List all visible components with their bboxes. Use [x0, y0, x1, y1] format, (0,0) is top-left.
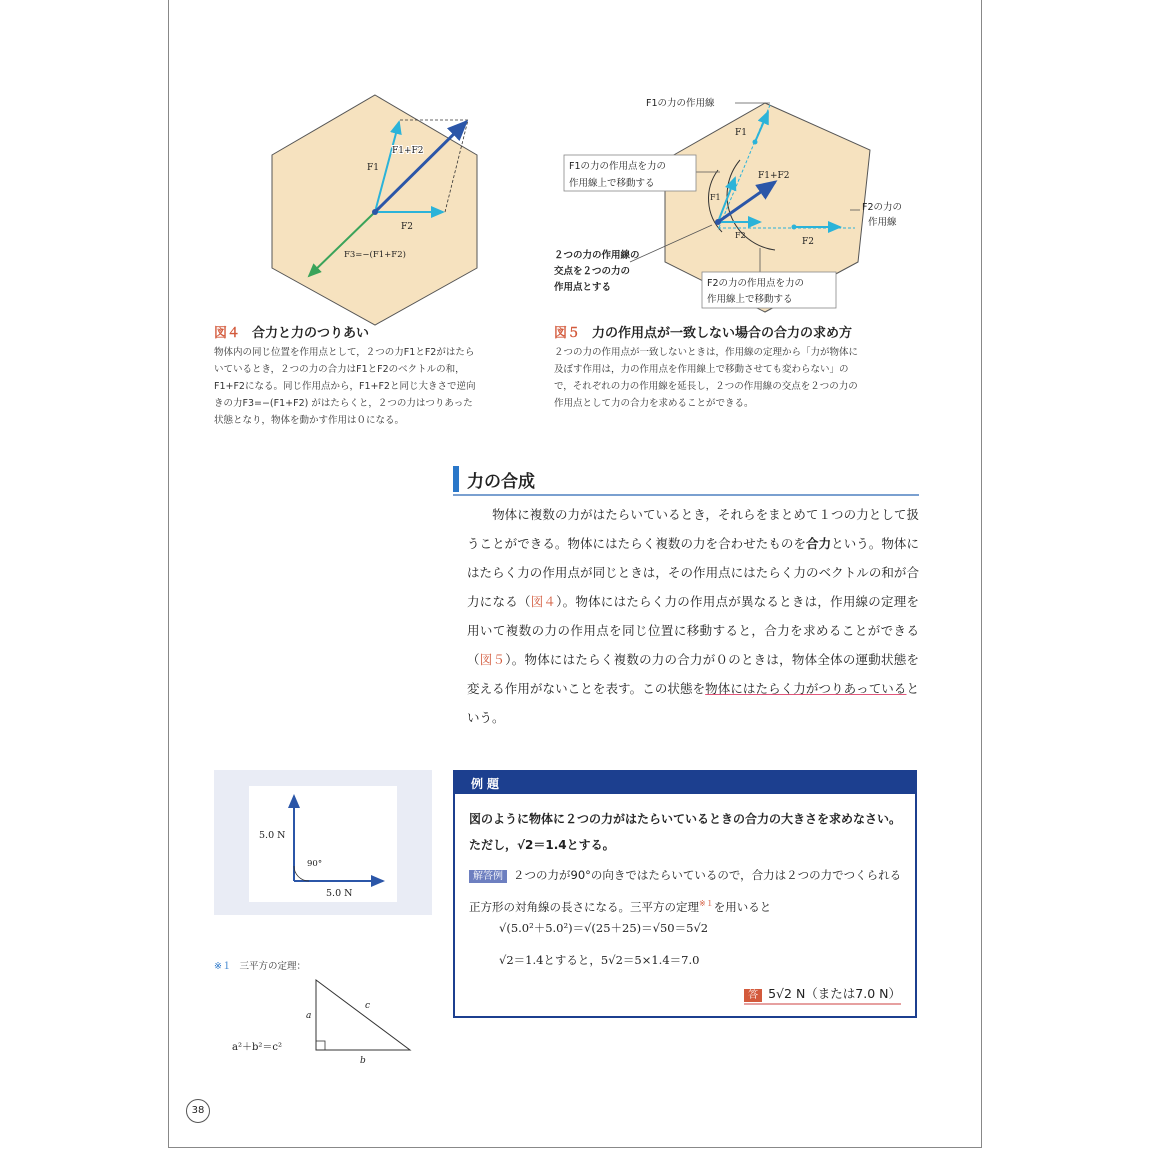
fig4-caption-line: いているとき，２つの力の合力はF1とF2のベクトルの和， — [214, 364, 465, 375]
solution-tag: 解答例 — [469, 870, 507, 883]
example-header-label: 例題 — [471, 777, 504, 791]
note-side-b: b — [360, 1056, 366, 1066]
fig4-caption-line: 状態となり，物体を動かす作用は０になる。 — [214, 415, 405, 426]
fig5-callout-int-b: 交点を２つの力の — [554, 266, 631, 277]
example-question: 図のように物体に２つの力がはたらいているときの合力の大きさを求めなさい。ただし，√2＝1.4とする。 — [469, 812, 902, 852]
fig5-label-f2: F2 — [802, 237, 814, 247]
section-heading-bar — [453, 466, 459, 492]
fig4-caption-line: F1+F2になる。同じ作用点から，F1+F2と同じ大きさで逆向 — [214, 381, 476, 392]
fig5-caption-line: 作用点として力の合力を求めることができる。 — [554, 398, 754, 409]
fig4-label-sum: F1+F2 — [392, 146, 424, 156]
fig4-caption-title — [214, 322, 369, 341]
fig4-caption-text — [214, 344, 524, 429]
example-answer — [744, 984, 901, 1005]
body-part-5: という。 — [467, 681, 919, 725]
solution-footnote-ref[interactable]: ※１ — [699, 899, 714, 908]
fig5-caption-title — [554, 322, 852, 341]
fig4-label-f2: F2 — [401, 222, 413, 232]
fig5-caption-line: 及ぼす作用は，力の作用点を作用線上で移動させても変わらない」の — [554, 364, 849, 375]
body-part-4: ）。物体にはたらく複数の力の合力が０のときは，物体全体の運動状態を変える作用がないことを表す。この状態を — [467, 652, 919, 696]
fig5-label-f1: F1 — [735, 128, 747, 138]
fig5-callout-int-c: 作用点とする — [554, 282, 612, 293]
example-solution — [469, 862, 905, 921]
solution-text-end: を用いると — [713, 899, 772, 914]
answer-tag: 答 — [744, 989, 762, 1002]
note-side-a: a — [306, 1011, 312, 1021]
note-formula: a²＋b²＝c² — [232, 1042, 282, 1053]
fig4-title: 合力と力のつりあい — [252, 326, 370, 341]
fig5-caption-line: で，それぞれの力の作用線を延長し，２つの作用線の交点を２つの力の — [554, 381, 858, 392]
fig5-number: 図５ — [554, 326, 581, 341]
fig5-label-f1-small: F1 — [710, 193, 721, 202]
solution-text: ２つの力が90°の向きではたらいているので，合力は２つの力でつくられる正方形の対角線の長さになる。三平方の定理 — [469, 868, 902, 914]
footnote-mark: ※１ — [214, 961, 232, 972]
solution-equation-1: √(5.0²＋5.0²)＝√(25＋25)＝√50＝5√2 — [499, 921, 709, 935]
fig4-caption-line: 物体内の同じ位置を作用点として，２つの力F1とF2がはたら — [214, 347, 475, 358]
example-figure-panel — [249, 786, 397, 902]
fig5-label-sum: F1+F2 — [758, 171, 790, 181]
fig4-caption-line: きの力F3=−(F1+F2) がはたらくと，２つの力はつりあった — [214, 398, 473, 409]
fig5-callout-line2b: 作用線 — [868, 217, 897, 228]
example-box — [453, 770, 917, 1018]
body-part-3: ）。物体にはたらく力の作用点が異なるときは，作用線の定理を用いて複数の力の作用点を同じ位置に移動すると，合力を求めることができる（ — [467, 594, 919, 667]
fig5-label-f2-small: F2 — [735, 231, 746, 240]
fig4-label-f1: F1 — [367, 163, 379, 173]
section-body — [467, 500, 919, 732]
ref-fig5[interactable]: 図５ — [479, 652, 506, 667]
answer-text: 5√2 N（または7.0 N） — [768, 986, 901, 1001]
example-label-horizontal: 5.0 N — [326, 888, 353, 899]
fig4-label-f3: F3=−(F1+F2) — [344, 250, 406, 260]
example-label-vertical: 5.0 N — [259, 830, 286, 841]
ref-fig4[interactable]: 図４ — [530, 594, 557, 609]
section-heading — [453, 464, 919, 496]
fig5-caption-line: ２つの力の作用点が一致しないときは，作用線の定理から「力が物体に — [554, 347, 859, 358]
body-part-2: という。物体にはたらく力の作用点が同じときは，その作用点にはたらく力のベクトルの和が合力になる（ — [467, 536, 919, 609]
fig5-callout-line1: F1の力の作用線 — [646, 98, 715, 109]
note-side-c: c — [365, 1001, 371, 1011]
keyword-gouryoku: 合力 — [806, 536, 832, 551]
page-number: 38 — [186, 1099, 210, 1123]
footnote-text: 三平方の定理： — [239, 961, 306, 972]
example-label-angle: 90° — [307, 859, 323, 869]
fig5-callout-move1a: F1の力の作用点を力の — [569, 161, 667, 172]
fig5-callout-move1b: 作用線上で移動する — [569, 178, 655, 189]
solution-equation-2: √2＝1.4とすると，5√2＝5×1.4＝7.0 — [499, 953, 700, 967]
fig5-title: 力の作用点が一致しない場合の合力の求め方 — [592, 326, 853, 341]
fig4-number: 図４ — [214, 326, 241, 341]
example-header — [455, 772, 915, 794]
fig5-callout-line2a: F2の力の — [862, 202, 903, 213]
fig5-caption-text — [554, 344, 924, 412]
fig5-callout-move2a: F2の力の作用点を力の — [707, 278, 805, 289]
body-part-1: 物体に複数の力がはたらいているとき，それらをまとめて１つの力として扱うことができる。物体にはたらく複数の力を合わせたものを — [467, 507, 919, 551]
fig5-callout-int-a: ２つの力の作用線の — [554, 250, 640, 261]
body-underlined: 物体にはたらく力がつりあっている — [705, 681, 907, 696]
section-title: 力の合成 — [467, 472, 535, 492]
footnote — [214, 958, 306, 972]
fig5-callout-move2b: 作用線上で移動する — [707, 294, 793, 305]
